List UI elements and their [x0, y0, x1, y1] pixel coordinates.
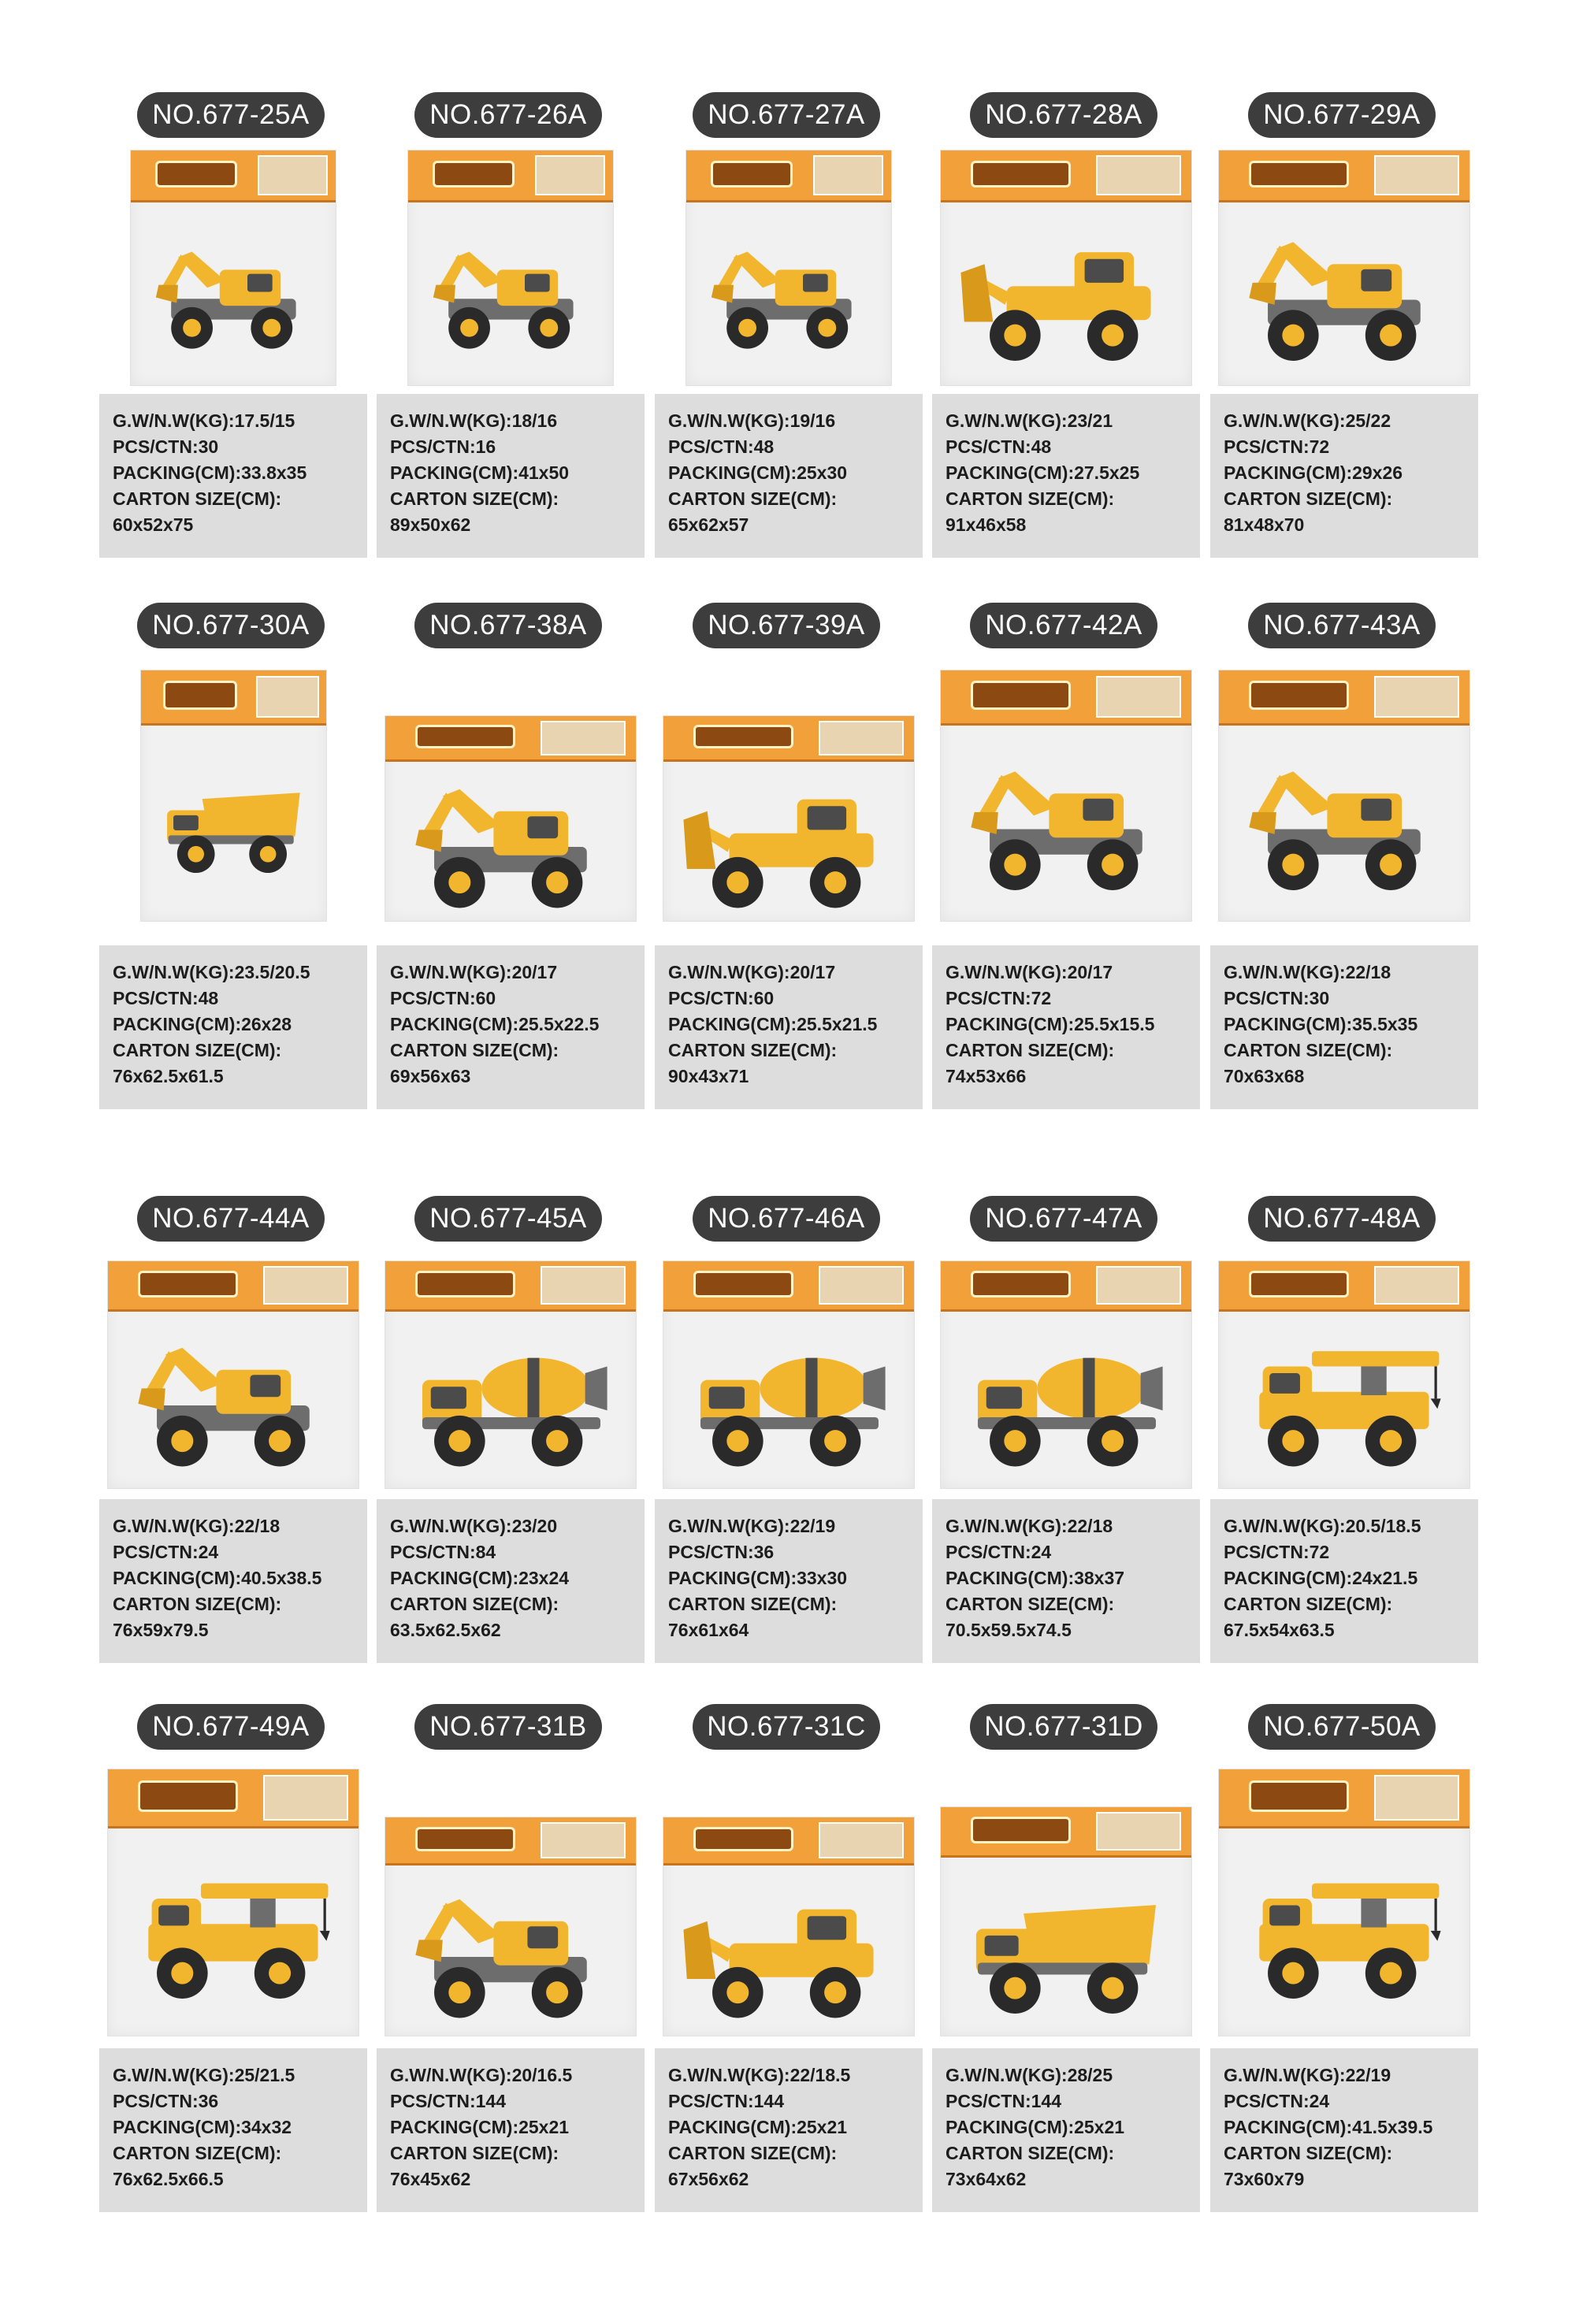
- blister-package-image: [940, 150, 1192, 386]
- pcs-per-carton-text: PCS/CTN:24: [113, 1542, 219, 1562]
- blister-package-image: [663, 1260, 915, 1489]
- carton-size-value: 65x62x57: [668, 514, 749, 535]
- carton-size-value: 76x62.5x61.5: [113, 1066, 224, 1086]
- spec-card: [655, 1499, 923, 1663]
- blister-package-image: [107, 1769, 359, 2036]
- pcs-per-carton-text: PCS/CTN:24: [1224, 2091, 1330, 2111]
- child-photo-icon: [541, 721, 626, 755]
- carton-size-label: CARTON SIZE(CM):: [668, 1594, 838, 1614]
- carton-size-label: CARTON SIZE(CM):: [946, 2143, 1115, 2163]
- blister-package-image: [663, 1817, 915, 2036]
- package-header-card: [141, 670, 326, 726]
- spec-card: [932, 945, 1200, 1109]
- gross-net-weight-text: G.W/N.W(KG):25/22: [1224, 410, 1391, 431]
- pcs-per-carton-text: PCS/CTN:84: [390, 1542, 496, 1562]
- pcs-per-carton-text: PCS/CTN:48: [113, 988, 219, 1008]
- carton-size-label: CARTON SIZE(CM):: [1224, 488, 1393, 509]
- spec-card: [655, 945, 923, 1109]
- package-header-card: [686, 150, 891, 202]
- dump-toy-icon: [152, 736, 315, 912]
- brand-logo-icon: [415, 1827, 515, 1852]
- carton-size-value: 76x45x62: [390, 2169, 471, 2189]
- gross-net-weight-text: G.W/N.W(KG):18/16: [390, 410, 558, 431]
- spec-card: [1210, 1499, 1478, 1663]
- packing-size-text: PACKING(CM):25x21: [668, 2117, 848, 2137]
- package-header-card: [408, 150, 613, 202]
- model-number-badge: NO.677-25A: [137, 92, 325, 138]
- child-photo-icon: [256, 676, 319, 718]
- child-photo-icon: [1096, 155, 1181, 195]
- model-number-badge: NO.677-48A: [1248, 1196, 1436, 1242]
- blister-package-image: [385, 1260, 637, 1489]
- model-number-badge: NO.677-43A: [1248, 603, 1436, 648]
- gross-net-weight-text: G.W/N.W(KG):20/16.5: [390, 2065, 573, 2085]
- spec-card: [1210, 394, 1478, 558]
- pcs-per-carton-text: PCS/CTN:60: [668, 988, 775, 1008]
- packing-size-text: PACKING(CM):29x26: [1224, 462, 1403, 483]
- child-photo-icon: [541, 1266, 626, 1305]
- model-number-badge: NO.677-39A: [693, 603, 880, 648]
- model-number-badge: NO.677-30A: [137, 603, 325, 648]
- gross-net-weight-text: G.W/N.W(KG):22/18.5: [668, 2065, 851, 2085]
- crane-toy-icon: [1234, 1320, 1455, 1480]
- dump-toy-icon: [956, 1867, 1176, 2028]
- gross-net-weight-text: G.W/N.W(KG):22/18: [1224, 962, 1391, 982]
- crane-toy-icon: [123, 1839, 344, 2026]
- pcs-per-carton-text: PCS/CTN:24: [946, 1542, 1052, 1562]
- loader-toy-icon: [678, 1875, 899, 2029]
- carton-size-value: 60x52x75: [113, 514, 194, 535]
- brand-logo-icon: [971, 1817, 1071, 1843]
- excavator-toy-icon: [1234, 736, 1455, 912]
- package-header-card: [1219, 1261, 1469, 1312]
- child-photo-icon: [263, 1266, 348, 1305]
- model-number-badge: NO.677-47A: [970, 1196, 1157, 1242]
- model-number-badge: NO.677-29A: [1248, 92, 1436, 138]
- carton-size-value: 70.5x59.5x74.5: [946, 1620, 1072, 1640]
- model-number-badge: NO.677-28A: [970, 92, 1157, 138]
- package-header-card: [663, 1261, 914, 1312]
- excavator-toy-icon: [699, 212, 879, 377]
- carton-size-label: CARTON SIZE(CM):: [390, 1594, 559, 1614]
- child-photo-icon: [541, 1822, 626, 1858]
- carton-size-value: 74x53x66: [946, 1066, 1027, 1086]
- carton-size-label: CARTON SIZE(CM):: [946, 1040, 1115, 1060]
- gross-net-weight-text: G.W/N.W(KG):19/16: [668, 410, 836, 431]
- packing-size-text: PACKING(CM):23x24: [390, 1568, 570, 1588]
- child-photo-icon: [1096, 1266, 1181, 1305]
- packing-size-text: PACKING(CM):27.5x25: [946, 462, 1140, 483]
- brand-logo-icon: [693, 725, 793, 748]
- child-photo-icon: [813, 155, 882, 195]
- excavator-toy-icon: [400, 1875, 621, 2029]
- excavator-toy-icon: [956, 736, 1176, 912]
- model-number-badge: NO.677-42A: [970, 603, 1157, 648]
- packing-size-text: PACKING(CM):40.5x38.5: [113, 1568, 322, 1588]
- brand-logo-icon: [1249, 681, 1349, 710]
- model-number-badge: NO.677-26A: [414, 92, 602, 138]
- brand-logo-icon: [1249, 161, 1349, 188]
- blister-package-image: [663, 715, 915, 922]
- loader-toy-icon: [956, 212, 1176, 377]
- carton-size-value: 91x46x58: [946, 514, 1027, 535]
- carton-size-label: CARTON SIZE(CM):: [113, 488, 282, 509]
- package-header-card: [941, 150, 1191, 202]
- child-photo-icon: [1096, 676, 1181, 718]
- carton-size-value: 89x50x62: [390, 514, 471, 535]
- pcs-per-carton-text: PCS/CTN:30: [1224, 988, 1330, 1008]
- packing-size-text: PACKING(CM):34x32: [113, 2117, 292, 2137]
- brand-logo-icon: [415, 1271, 515, 1298]
- package-header-card: [385, 716, 636, 762]
- pcs-per-carton-text: PCS/CTN:144: [390, 2091, 506, 2111]
- gross-net-weight-text: G.W/N.W(KG):20/17: [668, 962, 836, 982]
- package-header-card: [663, 716, 914, 762]
- spec-card: [932, 394, 1200, 558]
- pcs-per-carton-text: PCS/CTN:72: [1224, 1542, 1330, 1562]
- brand-logo-icon: [155, 161, 237, 188]
- blister-package-image: [140, 670, 327, 922]
- blister-package-image: [940, 1806, 1192, 2036]
- excavator-toy-icon: [400, 770, 621, 914]
- pcs-per-carton-text: PCS/CTN:144: [668, 2091, 784, 2111]
- carton-size-value: 90x43x71: [668, 1066, 749, 1086]
- gross-net-weight-text: G.W/N.W(KG):28/25: [946, 2065, 1113, 2085]
- brand-logo-icon: [138, 1780, 238, 1812]
- spec-card: [655, 2048, 923, 2212]
- model-number-badge: NO.677-49A: [137, 1704, 325, 1750]
- child-photo-icon: [263, 1775, 348, 1821]
- gross-net-weight-text: G.W/N.W(KG):17.5/15: [113, 410, 295, 431]
- pcs-per-carton-text: PCS/CTN:16: [390, 436, 496, 457]
- gross-net-weight-text: G.W/N.W(KG):23/20: [390, 1516, 558, 1536]
- child-photo-icon: [819, 1266, 904, 1305]
- carton-size-value: 76x62.5x66.5: [113, 2169, 224, 2189]
- carton-size-label: CARTON SIZE(CM):: [1224, 2143, 1393, 2163]
- model-number-badge: NO.677-46A: [693, 1196, 880, 1242]
- carton-size-value: 76x61x64: [668, 1620, 749, 1640]
- package-header-card: [108, 1769, 359, 1828]
- carton-size-value: 76x59x79.5: [113, 1620, 209, 1640]
- packing-size-text: PACKING(CM):35.5x35: [1224, 1014, 1418, 1034]
- carton-size-label: CARTON SIZE(CM):: [946, 1594, 1115, 1614]
- model-number-badge: NO.677-31D: [970, 1704, 1157, 1750]
- gross-net-weight-text: G.W/N.W(KG):25/21.5: [113, 2065, 295, 2085]
- gross-net-weight-text: G.W/N.W(KG):22/19: [1224, 2065, 1391, 2085]
- carton-size-value: 67.5x54x63.5: [1224, 1620, 1335, 1640]
- gross-net-weight-text: G.W/N.W(KG):20/17: [946, 962, 1113, 982]
- packing-size-text: PACKING(CM):41x50: [390, 462, 570, 483]
- carton-size-value: 81x48x70: [1224, 514, 1305, 535]
- spec-card: [932, 1499, 1200, 1663]
- gross-net-weight-text: G.W/N.W(KG):22/18: [113, 1516, 281, 1536]
- carton-size-value: 67x56x62: [668, 2169, 749, 2189]
- packing-size-text: PACKING(CM):33x30: [668, 1568, 848, 1588]
- package-header-card: [131, 150, 336, 202]
- blister-package-image: [940, 1260, 1192, 1489]
- carton-size-label: CARTON SIZE(CM):: [946, 488, 1115, 509]
- package-header-card: [663, 1817, 914, 1866]
- spec-card: [99, 394, 367, 558]
- excavator-toy-icon: [143, 212, 324, 377]
- pcs-per-carton-text: PCS/CTN:48: [946, 436, 1052, 457]
- child-photo-icon: [1096, 1812, 1181, 1851]
- blister-package-image: [385, 1817, 637, 2036]
- packing-size-text: PACKING(CM):25x30: [668, 462, 848, 483]
- spec-card: [1210, 945, 1478, 1109]
- blister-package-image: [385, 715, 637, 922]
- excavator-toy-icon: [421, 212, 601, 377]
- brand-logo-icon: [1249, 1271, 1349, 1298]
- brand-logo-icon: [971, 161, 1071, 188]
- package-header-card: [1219, 150, 1469, 202]
- blister-package-image: [1218, 1769, 1470, 2036]
- packing-size-text: PACKING(CM):25.5x21.5: [668, 1014, 878, 1034]
- spec-card: [377, 945, 645, 1109]
- blister-package-image: [130, 150, 336, 386]
- model-number-badge: NO.677-31B: [414, 1704, 602, 1750]
- blister-package-image: [940, 670, 1192, 922]
- gross-net-weight-text: G.W/N.W(KG):20.5/18.5: [1224, 1516, 1421, 1536]
- child-photo-icon: [1374, 1775, 1459, 1821]
- child-photo-icon: [1374, 1266, 1459, 1305]
- pcs-per-carton-text: PCS/CTN:60: [390, 988, 496, 1008]
- spec-card: [655, 394, 923, 558]
- child-photo-icon: [1374, 155, 1459, 195]
- carton-size-label: CARTON SIZE(CM):: [113, 1040, 282, 1060]
- carton-size-value: 63.5x62.5x62: [390, 1620, 501, 1640]
- spec-card: [1210, 2048, 1478, 2212]
- packing-size-text: PACKING(CM):33.8x35: [113, 462, 307, 483]
- carton-size-label: CARTON SIZE(CM):: [390, 2143, 559, 2163]
- excavator-toy-icon: [1234, 212, 1455, 377]
- carton-size-label: CARTON SIZE(CM):: [668, 1040, 838, 1060]
- blister-package-image: [107, 1260, 359, 1489]
- carton-size-label: CARTON SIZE(CM):: [1224, 1594, 1393, 1614]
- carton-size-label: CARTON SIZE(CM):: [668, 488, 838, 509]
- package-header-card: [941, 670, 1191, 726]
- brand-logo-icon: [433, 161, 515, 188]
- carton-size-value: 73x64x62: [946, 2169, 1027, 2189]
- brand-logo-icon: [693, 1271, 793, 1298]
- mixer-toy-icon: [678, 1320, 899, 1480]
- spec-card: [377, 2048, 645, 2212]
- model-number-badge: NO.677-44A: [137, 1196, 325, 1242]
- carton-size-value: 69x56x63: [390, 1066, 471, 1086]
- brand-logo-icon: [693, 1827, 793, 1852]
- pcs-per-carton-text: PCS/CTN:36: [113, 2091, 219, 2111]
- spec-card: [99, 2048, 367, 2212]
- packing-size-text: PACKING(CM):25x21: [390, 2117, 570, 2137]
- package-header-card: [108, 1261, 359, 1312]
- carton-size-value: 73x60x79: [1224, 2169, 1305, 2189]
- spec-card: [377, 1499, 645, 1663]
- model-number-badge: NO.677-50A: [1248, 1704, 1436, 1750]
- brand-logo-icon: [971, 681, 1071, 710]
- package-header-card: [1219, 1769, 1469, 1828]
- blister-package-image: [1218, 1260, 1470, 1489]
- child-photo-icon: [819, 1822, 904, 1858]
- pcs-per-carton-text: PCS/CTN:30: [113, 436, 219, 457]
- brand-logo-icon: [163, 681, 237, 710]
- gross-net-weight-text: G.W/N.W(KG):22/18: [946, 1516, 1113, 1536]
- carton-size-label: CARTON SIZE(CM):: [390, 1040, 559, 1060]
- spec-card: [99, 945, 367, 1109]
- brand-logo-icon: [415, 725, 515, 748]
- packing-size-text: PACKING(CM):24x21.5: [1224, 1568, 1418, 1588]
- pcs-per-carton-text: PCS/CTN:48: [668, 436, 775, 457]
- model-number-badge: NO.677-27A: [693, 92, 880, 138]
- package-header-card: [385, 1261, 636, 1312]
- packing-size-text: PACKING(CM):25x21: [946, 2117, 1125, 2137]
- child-photo-icon: [1374, 676, 1459, 718]
- package-header-card: [941, 1807, 1191, 1858]
- pcs-per-carton-text: PCS/CTN:72: [946, 988, 1052, 1008]
- spec-card: [932, 2048, 1200, 2212]
- packing-size-text: PACKING(CM):41.5x39.5: [1224, 2117, 1433, 2137]
- model-number-badge: NO.677-31C: [693, 1704, 880, 1750]
- brand-logo-icon: [971, 1271, 1071, 1298]
- model-number-badge: NO.677-45A: [414, 1196, 602, 1242]
- gross-net-weight-text: G.W/N.W(KG):20/17: [390, 962, 558, 982]
- excavator-toy-icon: [123, 1320, 344, 1480]
- package-header-card: [1219, 670, 1469, 726]
- crane-toy-icon: [1234, 1839, 1455, 2026]
- pcs-per-carton-text: PCS/CTN:36: [668, 1542, 775, 1562]
- brand-logo-icon: [1249, 1780, 1349, 1812]
- model-number-badge: NO.677-38A: [414, 603, 602, 648]
- carton-size-label: CARTON SIZE(CM):: [113, 2143, 282, 2163]
- carton-size-value: 70x63x68: [1224, 1066, 1305, 1086]
- packing-size-text: PACKING(CM):26x28: [113, 1014, 292, 1034]
- packing-size-text: PACKING(CM):25.5x22.5: [390, 1014, 600, 1034]
- package-header-card: [385, 1817, 636, 1866]
- mixer-toy-icon: [400, 1320, 621, 1480]
- child-photo-icon: [535, 155, 604, 195]
- package-header-card: [941, 1261, 1191, 1312]
- loader-toy-icon: [678, 770, 899, 914]
- gross-net-weight-text: G.W/N.W(KG):23.5/20.5: [113, 962, 310, 982]
- carton-size-label: CARTON SIZE(CM):: [113, 1594, 282, 1614]
- carton-size-label: CARTON SIZE(CM):: [668, 2143, 838, 2163]
- carton-size-label: CARTON SIZE(CM):: [390, 488, 559, 509]
- child-photo-icon: [819, 721, 904, 755]
- carton-size-label: CARTON SIZE(CM):: [1224, 1040, 1393, 1060]
- brand-logo-icon: [138, 1271, 238, 1298]
- pcs-per-carton-text: PCS/CTN:72: [1224, 436, 1330, 457]
- brand-logo-icon: [711, 161, 793, 188]
- blister-package-image: [407, 150, 614, 386]
- packing-size-text: PACKING(CM):25.5x15.5: [946, 1014, 1155, 1034]
- spec-card: [377, 394, 645, 558]
- blister-package-image: [1218, 670, 1470, 922]
- gross-net-weight-text: G.W/N.W(KG):22/19: [668, 1516, 836, 1536]
- packing-size-text: PACKING(CM):38x37: [946, 1568, 1125, 1588]
- blister-package-image: [1218, 150, 1470, 386]
- gross-net-weight-text: G.W/N.W(KG):23/21: [946, 410, 1113, 431]
- spec-card: [99, 1499, 367, 1663]
- blister-package-image: [685, 150, 892, 386]
- pcs-per-carton-text: PCS/CTN:144: [946, 2091, 1061, 2111]
- child-photo-icon: [258, 155, 327, 195]
- mixer-toy-icon: [956, 1320, 1176, 1480]
